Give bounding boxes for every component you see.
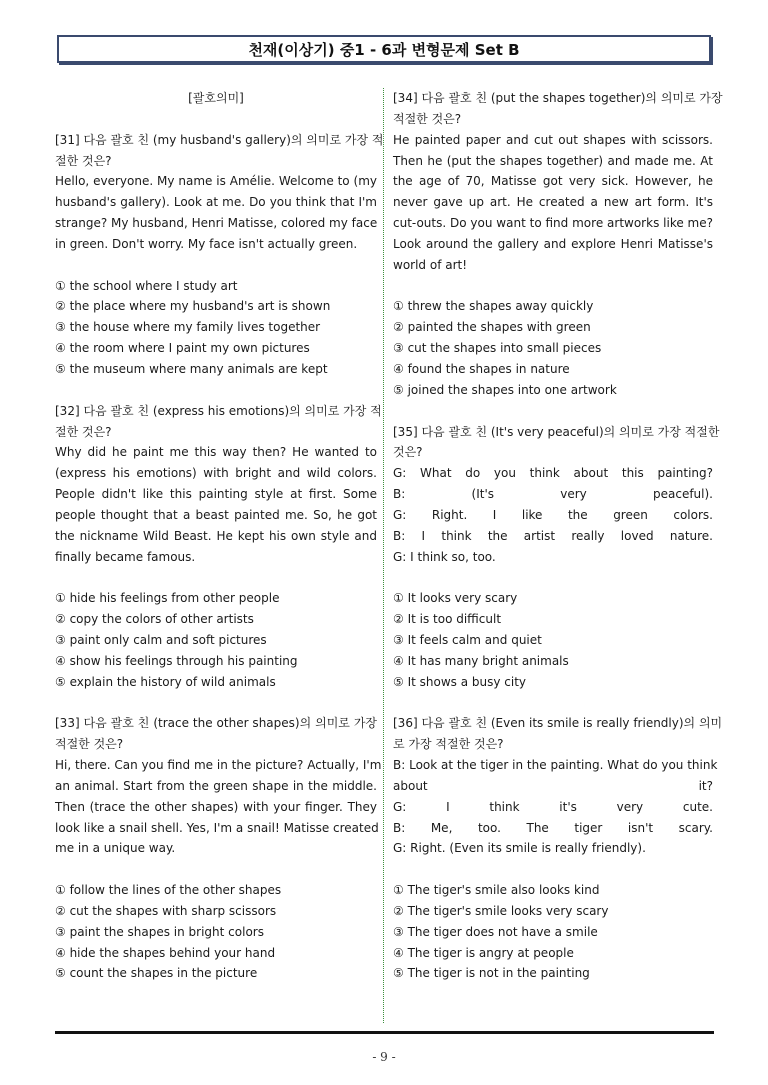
passage-line: Then he (put the shapes together) and made me. At bbox=[393, 153, 713, 168]
page-header bbox=[57, 35, 711, 63]
answer-choice: ⑤ The tiger is not in the painting bbox=[393, 966, 590, 981]
question-block bbox=[393, 88, 723, 422]
answer-choice: ④ found the shapes in nature bbox=[393, 361, 570, 376]
left-column bbox=[55, 88, 384, 984]
answer-choice: ④ show his feelings through his painting bbox=[55, 653, 298, 668]
answer-choice: ② copy the colors of other artists bbox=[55, 612, 254, 627]
question-prompt: 적절한 것은? bbox=[55, 737, 124, 752]
passage-line: He painted paper and cut out shapes with scissors. bbox=[393, 132, 713, 147]
right-column bbox=[393, 88, 723, 984]
question-block bbox=[55, 401, 382, 714]
answer-choice: ⑤ count the shapes in the picture bbox=[55, 966, 258, 981]
passage-line: in green. Don't worry. My face isn't actually green. bbox=[55, 236, 358, 251]
column-divider bbox=[383, 88, 384, 1023]
passage-line: look like a snail shell. Yes, I'm a snail! Matisse created bbox=[55, 820, 379, 835]
answer-choice: ③ paint the shapes in bright colors bbox=[55, 924, 264, 939]
answer-choice: ③ It feels calm and quiet bbox=[393, 632, 542, 647]
question-prompt: [35] 다음 괄호 친 (It's very peaceful)의 의미로 가장 적절한 bbox=[393, 424, 720, 439]
question-prompt: [34] 다음 괄호 친 (put the shapes together)의 의미로 가장 bbox=[393, 91, 723, 105]
question-block bbox=[393, 422, 720, 714]
answer-choice: ③ The tiger does not have a smile bbox=[393, 924, 598, 939]
question-prompt: 것은? bbox=[393, 445, 423, 460]
question-prompt: 절한 것은? bbox=[55, 153, 112, 168]
passage-line: Hello, everyone. My name is Amélie. Welcome to (my bbox=[55, 174, 377, 189]
passage-line: G: Right. I like the green colors. bbox=[393, 507, 713, 522]
question-prompt: [31] 다음 괄호 친 (my husband's gallery)의 의미로 가장 적 bbox=[55, 132, 384, 147]
answer-choice: ④ It has many bright animals bbox=[393, 653, 569, 668]
page-title: 천재(이상기) 중1 - 6과 변형문제 Set B bbox=[248, 40, 520, 59]
question-prompt: [36] 다음 괄호 친 (Even its smile is really friendly)의 의미 bbox=[393, 716, 723, 731]
passage-line: Why did he paint me this way then? He wanted to bbox=[55, 445, 377, 460]
question-block bbox=[55, 713, 382, 984]
answer-choice: ① hide his feelings from other people bbox=[55, 591, 280, 606]
passage-line: people thought that a beast painted me. So, he got bbox=[55, 507, 377, 522]
passage-line: (express his emotions) with bright and wild colors. bbox=[55, 466, 377, 481]
answer-choice: ③ cut the shapes into small pieces bbox=[393, 341, 602, 356]
answer-choice: ① The tiger's smile also looks kind bbox=[393, 883, 600, 898]
passage-line: G: Right. (Even its smile is really friendly). bbox=[393, 841, 646, 856]
answer-choice: ④ the room where I paint my own pictures bbox=[55, 341, 310, 356]
question-block bbox=[55, 130, 384, 401]
answer-choice: ⑤ explain the history of wild animals bbox=[55, 674, 276, 689]
passage-line: about it? bbox=[393, 778, 713, 793]
passage-line: Look around the gallery and explore Henri Matisse's bbox=[393, 236, 713, 251]
passage-line: G: What do you think about this painting? bbox=[393, 466, 713, 481]
passage-line: B: Me, too. The tiger isn't scary. bbox=[393, 820, 713, 835]
passage-line: G: I think it's very cute. bbox=[393, 799, 713, 814]
section-label: [괄호의미] bbox=[188, 91, 244, 105]
passage-line: husband's gallery). Look at me. Do you think that I'm bbox=[55, 195, 377, 210]
passage-line: never gave up art. He created a new art form. It's bbox=[393, 195, 713, 210]
passage-line: strange? My husband, Henri Matisse, colored my face bbox=[55, 216, 378, 231]
passage-line: Then (trace the other shapes) with your finger. They bbox=[55, 799, 377, 814]
answer-choice: ① It looks very scary bbox=[393, 591, 518, 606]
answer-choice: ③ paint only calm and soft pictures bbox=[55, 632, 267, 647]
question-prompt: 절한 것은? bbox=[55, 424, 112, 439]
passage-line: Hi, there. Can you find me in the picture? Actually, I'm bbox=[55, 758, 382, 772]
answer-choice: ② the place where my husband's art is shown bbox=[55, 299, 331, 314]
passage-line: the age of 70, Matisse got very sick. However, he bbox=[393, 174, 713, 189]
passage-line: the nickname Wild Beast. He kept his own style and bbox=[55, 528, 377, 543]
answer-choice: ② The tiger's smile looks very scary bbox=[393, 903, 609, 918]
answer-choice: ⑤ It shows a busy city bbox=[393, 674, 527, 689]
passage-line: cut-outs. Do you want to find more artworks like me? bbox=[393, 216, 713, 231]
answer-choice: ④ The tiger is angry at people bbox=[393, 945, 574, 960]
passage-line: finally became famous. bbox=[55, 549, 196, 564]
passage-line: B: I think the artist really loved nature. bbox=[393, 528, 713, 543]
footer-rule bbox=[55, 1031, 714, 1034]
answer-choice: ② painted the shapes with green bbox=[393, 320, 591, 335]
question-prompt: [33] 다음 괄호 친 (trace the other shapes)의 의미로 가장 bbox=[55, 716, 377, 731]
answer-choice: ① follow the lines of the other shapes bbox=[55, 883, 282, 898]
answer-choice: ⑤ joined the shapes into one artwork bbox=[393, 382, 617, 397]
answer-choice: ② It is too difficult bbox=[393, 612, 502, 627]
answer-choice: ③ the house where my family lives together bbox=[55, 320, 321, 335]
answer-choice: ④ hide the shapes behind your hand bbox=[55, 945, 276, 960]
passage-line: B: (It's very peaceful). bbox=[393, 487, 713, 502]
answer-choice: ① threw the shapes away quickly bbox=[393, 299, 594, 314]
page-number: - 9 - bbox=[372, 1050, 396, 1064]
answer-choice: ⑤ the museum where many animals are kept bbox=[55, 361, 328, 376]
passage-line: me in a unique way. bbox=[55, 841, 176, 856]
passage-line: G: I think so, too. bbox=[393, 549, 496, 564]
question-prompt: 적절한 것은? bbox=[393, 111, 462, 126]
passage-line: world of art! bbox=[393, 257, 468, 272]
passage-line: People didn't like this painting style at first. Some bbox=[55, 487, 377, 502]
question-prompt: [32] 다음 괄호 친 (express his emotions)의 의미로 가장 적 bbox=[55, 403, 382, 418]
passage-line: an animal. Start from the green shape in the middle. bbox=[55, 778, 377, 793]
passage-line: B: Look at the tiger in the painting. What do you think bbox=[393, 758, 718, 772]
answer-choice: ② cut the shapes with sharp scissors bbox=[55, 903, 277, 918]
answer-choice: ① the school where I study art bbox=[55, 278, 238, 293]
question-prompt: 로 가장 적절한 것은? bbox=[393, 737, 504, 752]
question-block bbox=[393, 713, 723, 984]
